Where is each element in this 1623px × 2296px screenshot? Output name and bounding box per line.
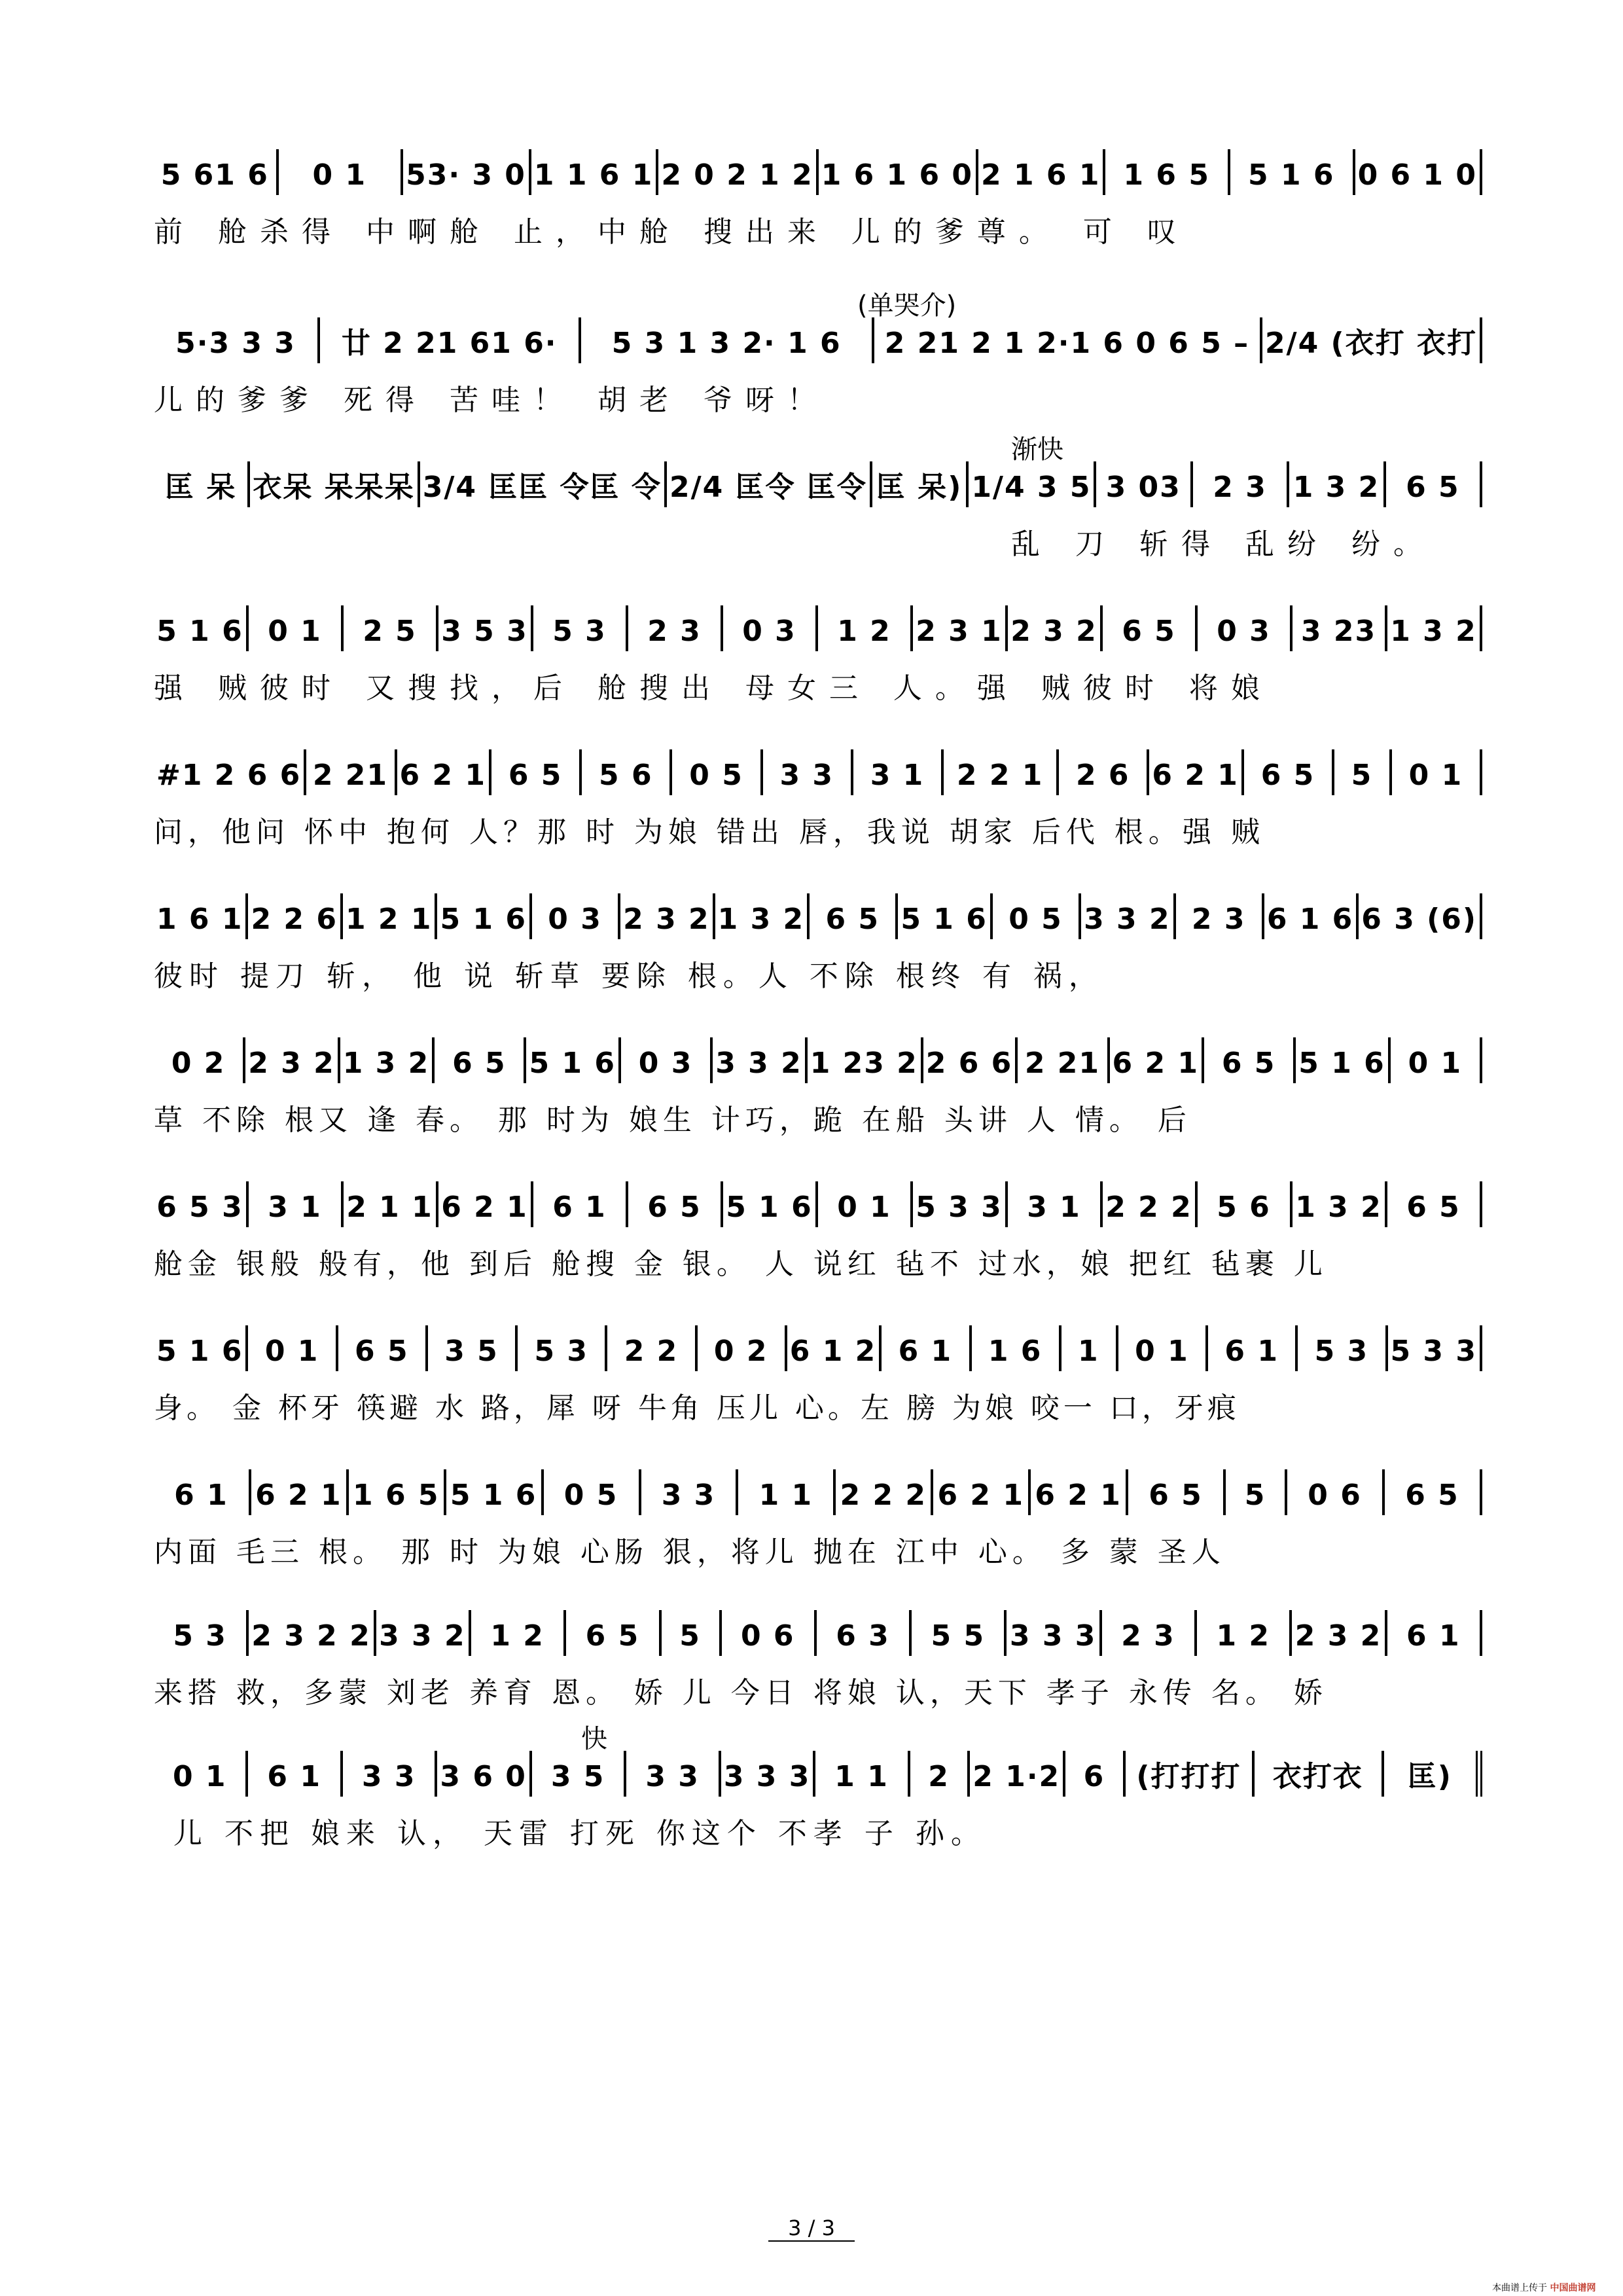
measure: 5 5 bbox=[912, 1610, 1007, 1656]
measure: 0 1 bbox=[818, 1181, 913, 1227]
measure: 5 bbox=[1334, 749, 1392, 795]
notation-row bbox=[154, 1610, 1482, 1656]
measure: 2 3 2 bbox=[620, 893, 715, 939]
measure: 6 5 bbox=[1204, 1037, 1296, 1083]
measure: 3 1 bbox=[853, 749, 944, 795]
measure: 6 1 2 bbox=[787, 1325, 882, 1371]
measure: 1 1 6 1 bbox=[531, 149, 658, 195]
measure: 2 21 bbox=[306, 749, 397, 795]
music-system-5 bbox=[154, 749, 1482, 850]
measure: 6 5 bbox=[1128, 1469, 1226, 1515]
measure: 3 3 2 bbox=[376, 1610, 471, 1656]
lyrics-line: 前 舱杀得 中啊舱 止，中舱 搜出来 儿的爹尊。 可 叹 bbox=[154, 215, 1189, 249]
lyrics-line: 儿的爹爹 死得 苦哇！ 胡老 爷呀！ bbox=[154, 384, 829, 417]
measure: 1 2 bbox=[818, 605, 913, 651]
measure: 1 3 2 bbox=[1289, 461, 1385, 507]
measure: 3 1 bbox=[249, 1181, 344, 1227]
lyrics-line: 问，他问 怀中 抱何 人？那 时 为娘 错出 唇，我说 胡家 后代 根。强 贼 bbox=[154, 816, 1265, 849]
measure: 1 6 5 bbox=[1105, 149, 1230, 195]
lyrics-line: 来搭 救，多蒙 刘老 养育 恩。 娇 儿 今日 将娘 认，天下 孝子 永传 名。 娇 bbox=[154, 1676, 1328, 1710]
measure: 2 3 2 2 bbox=[249, 1610, 376, 1656]
measure: 6 1 bbox=[533, 1181, 628, 1227]
measure: 5 3 1 3 2· 1 6 bbox=[581, 317, 874, 363]
measure: 0 2 bbox=[154, 1037, 245, 1083]
measure: 3 5 bbox=[532, 1751, 626, 1797]
measure: 3 1 bbox=[1008, 1181, 1103, 1227]
site-credit bbox=[1492, 2281, 1596, 2294]
measure: 5 1 6 bbox=[1230, 149, 1355, 195]
measure: 6 5 bbox=[1103, 605, 1198, 651]
measure: 5 bbox=[662, 1610, 722, 1656]
measure: 3 3 3 bbox=[721, 1751, 815, 1797]
music-system-1 bbox=[154, 149, 1482, 250]
measure: 3 3 3 bbox=[1007, 1610, 1101, 1656]
measure: 6 2 1 bbox=[1031, 1469, 1128, 1515]
measure: 0 5 bbox=[672, 749, 762, 795]
measure: 1 3 2 bbox=[1387, 605, 1482, 651]
measure: 2 3 2 bbox=[1008, 605, 1103, 651]
measure: 2 1 6 1 bbox=[978, 149, 1105, 195]
measure: 2 3 2 bbox=[1292, 1610, 1387, 1656]
measure: 0 1 bbox=[249, 605, 344, 651]
measure: 3 23 bbox=[1293, 605, 1387, 651]
measure: (打打打 bbox=[1126, 1751, 1255, 1797]
measure: 5 1 6 bbox=[154, 1325, 248, 1371]
measure: 6 5 3 bbox=[154, 1181, 249, 1227]
measure: 3 5 3 bbox=[438, 605, 533, 651]
measure: 6 2 1 bbox=[438, 1181, 533, 1227]
measure: 0 3 bbox=[1198, 605, 1293, 651]
measure: 6 5 bbox=[491, 749, 582, 795]
measure: 2 1 1 bbox=[344, 1181, 438, 1227]
notation-row bbox=[154, 1325, 1482, 1371]
measure: 1 2 1 bbox=[343, 893, 437, 939]
measure: 6 5 bbox=[566, 1610, 661, 1656]
measure: 2 3 bbox=[1193, 461, 1289, 507]
music-system-9 bbox=[154, 1325, 1482, 1426]
credit-brand: 中国曲谱网 bbox=[1550, 2283, 1596, 2293]
measure: 0 1 bbox=[279, 149, 404, 195]
measure: 2 2 2 bbox=[1103, 1181, 1198, 1227]
measure: 0 6 bbox=[1287, 1469, 1385, 1515]
measure: 2 3 bbox=[628, 605, 723, 651]
measure: 5 1 6 bbox=[437, 893, 531, 939]
measure: 6 5 bbox=[338, 1325, 428, 1371]
measure: 3 6 0 bbox=[437, 1751, 531, 1797]
measure: 2 0 2 1 2 bbox=[658, 149, 818, 195]
measure: 1/4 3 5 bbox=[969, 461, 1096, 507]
measure: 2 3 2 bbox=[245, 1037, 340, 1083]
measure: 2 21 bbox=[1018, 1037, 1109, 1083]
measure: 1 2 bbox=[471, 1610, 566, 1656]
measure: 0 3 bbox=[621, 1037, 713, 1083]
music-system-4 bbox=[154, 605, 1482, 706]
page-number bbox=[0, 2215, 1623, 2240]
lyrics-line: 乱 刀 斩得 乱纷 纷。 bbox=[1011, 528, 1435, 561]
notation-row bbox=[154, 893, 1482, 939]
page-number-text: 3 / 3 bbox=[768, 2215, 855, 2242]
measure: 5 6 bbox=[582, 749, 672, 795]
notation-row bbox=[154, 1181, 1482, 1227]
measure: 5 bbox=[1226, 1469, 1287, 1515]
measure: 5·3 3 3 bbox=[154, 317, 320, 363]
measure: 廿 2 21 61 6· bbox=[320, 317, 581, 363]
measure: 3 3 bbox=[626, 1751, 721, 1797]
measure: 0 1 bbox=[1118, 1325, 1208, 1371]
measure: 3 3 2 bbox=[713, 1037, 807, 1083]
measure: 匡 呆 bbox=[154, 461, 250, 507]
notation-row bbox=[154, 1751, 1482, 1797]
music-system-10 bbox=[154, 1469, 1482, 1570]
measure: 3 5 bbox=[428, 1325, 518, 1371]
measure: 1 6 5 bbox=[349, 1469, 446, 1515]
measure: 衣打衣 bbox=[1255, 1751, 1383, 1797]
measure: 1 bbox=[1061, 1325, 1118, 1371]
measure: 6 5 bbox=[1385, 1469, 1482, 1515]
measure: 2 3 bbox=[1176, 893, 1264, 939]
measure: 6 1 6 bbox=[1264, 893, 1359, 939]
measure: 6 2 1 bbox=[1110, 1037, 1204, 1083]
cry-cue-annotation: (单哭介) bbox=[857, 291, 957, 321]
lyrics-line: 身。 金 杯牙 筷避 水 路，犀 呀 牛角 压儿 心。左 膀 为娘 咬一 口，牙痕 bbox=[154, 1391, 1240, 1425]
measure: 2/4 (衣打 衣打 bbox=[1262, 317, 1482, 363]
measure: 2 3 1 bbox=[913, 605, 1008, 651]
measure: 2 5 bbox=[344, 605, 438, 651]
measure: 5 1 6 bbox=[898, 893, 992, 939]
measure: 6 5 bbox=[628, 1181, 723, 1227]
measure: #1 2 6 6 bbox=[154, 749, 306, 795]
measure: 5 1 6 bbox=[526, 1037, 620, 1083]
measure: 5 3 bbox=[1298, 1325, 1387, 1371]
notation-row bbox=[154, 1037, 1482, 1083]
measure: 6 5 bbox=[1386, 461, 1482, 507]
measure: 2 3 bbox=[1102, 1610, 1197, 1656]
notation-row bbox=[154, 605, 1482, 651]
measure: 5 1 6 bbox=[723, 1181, 818, 1227]
measure: 5 61 6 bbox=[154, 149, 279, 195]
measure: 6 5 bbox=[810, 893, 898, 939]
measure: 3 03 bbox=[1096, 461, 1192, 507]
measure: 3 3 bbox=[763, 749, 853, 795]
measure: 1 3 2 bbox=[1293, 1181, 1387, 1227]
lyrics-line: 儿 不把 娘来 认， 天雷 打死 你这个 不孝 子 孙。 bbox=[173, 1817, 986, 1850]
measure: 2 6 bbox=[1059, 749, 1149, 795]
measure: 2 21 2 1 2·1 6 0 6 5 – bbox=[874, 317, 1262, 363]
measure: 0 5 bbox=[544, 1469, 641, 1515]
measure: 5 1 6 bbox=[446, 1469, 544, 1515]
measure: 6 2 1 bbox=[397, 749, 491, 795]
measure: 53· 3 0 bbox=[403, 149, 531, 195]
measure: 0 6 1 0 bbox=[1355, 149, 1482, 195]
measure: 3 3 2 bbox=[1081, 893, 1175, 939]
measure: 2 2 6 bbox=[248, 893, 342, 939]
music-system-3 bbox=[154, 461, 1482, 562]
measure: 6 1 bbox=[1208, 1325, 1298, 1371]
measure: 1 6 1 6 0 bbox=[819, 149, 978, 195]
measure: 1 23 2 bbox=[808, 1037, 923, 1083]
measure: 1 1 bbox=[738, 1469, 836, 1515]
measure: 5 3 bbox=[154, 1610, 249, 1656]
measure: 衣呆 呆呆呆 bbox=[250, 461, 419, 507]
measure: 0 3 bbox=[723, 605, 818, 651]
measure: 3 3 bbox=[641, 1469, 739, 1515]
notation-row bbox=[154, 149, 1482, 195]
lyrics-line: 草 不除 根又 逢 春。 那 时为 娘生 计巧，跪 在船 头讲 人 情。 后 bbox=[154, 1103, 1192, 1137]
measure-final: 匡) bbox=[1384, 1751, 1482, 1797]
measure: 6 2 1 bbox=[1149, 749, 1243, 795]
measure: 0 1 bbox=[154, 1751, 248, 1797]
notation-row bbox=[154, 317, 1482, 363]
measure: 2 bbox=[910, 1751, 970, 1797]
notation-row bbox=[154, 461, 1482, 507]
music-system-2 bbox=[154, 317, 1482, 418]
measure: 5 3 bbox=[533, 605, 628, 651]
measure: 2 2 bbox=[607, 1325, 697, 1371]
measure: 5 3 3 bbox=[1388, 1325, 1482, 1371]
measure: 1 3 2 bbox=[340, 1037, 435, 1083]
measure: 6 3 (6) bbox=[1359, 893, 1482, 939]
measure: 0 3 bbox=[532, 893, 620, 939]
measure: 6 2 1 bbox=[251, 1469, 349, 1515]
measure: 6 5 bbox=[1244, 749, 1334, 795]
measure: 0 6 bbox=[722, 1610, 817, 1656]
measure: 0 1 bbox=[1392, 749, 1482, 795]
measure: 1 3 2 bbox=[715, 893, 810, 939]
measure: 5 3 bbox=[518, 1325, 607, 1371]
music-system-6 bbox=[154, 893, 1482, 994]
measure: 1 6 1 bbox=[154, 893, 248, 939]
measure: 2/4 匡令 匡令 bbox=[667, 461, 872, 507]
measure: 3/4 匡匡 令匡 令 bbox=[420, 461, 667, 507]
notation-row bbox=[154, 749, 1482, 795]
measure: 5 3 3 bbox=[913, 1181, 1008, 1227]
measure: 0 1 bbox=[1391, 1037, 1482, 1083]
measure: 6 5 bbox=[435, 1037, 526, 1083]
lyrics-line: 内面 毛三 根。 那 时 为娘 心肠 狠，将儿 抛在 江中 心。 多 蒙 圣人 bbox=[154, 1535, 1226, 1569]
measure: 0 5 bbox=[993, 893, 1081, 939]
credit-prefix: 本曲谱上传于 bbox=[1492, 2283, 1547, 2293]
measure: 2 1·2 bbox=[970, 1751, 1065, 1797]
notation-row bbox=[154, 1469, 1482, 1515]
measure: 1 6 bbox=[972, 1325, 1061, 1371]
measure: 5 1 6 bbox=[154, 605, 249, 651]
measure: 6 2 1 bbox=[933, 1469, 1031, 1515]
measure: 6 1 bbox=[1387, 1610, 1482, 1656]
measure: 3 3 bbox=[343, 1751, 437, 1797]
measure: 6 1 bbox=[154, 1469, 251, 1515]
music-system-12 bbox=[154, 1751, 1482, 1852]
measure: 1 1 bbox=[815, 1751, 910, 1797]
measure: 1 2 bbox=[1197, 1610, 1292, 1656]
measure: 5 6 bbox=[1198, 1181, 1293, 1227]
measure: 匡 呆) bbox=[872, 461, 969, 507]
tempo-annotation: 渐快 bbox=[1011, 435, 1063, 465]
fast-annotation: 快 bbox=[581, 1724, 607, 1754]
measure: 6 1 bbox=[882, 1325, 971, 1371]
lyrics-line: 强 贼彼时 又搜找，后 舱搜出 母女三 人。强 贼彼时 将娘 bbox=[154, 672, 1273, 705]
measure: 0 2 bbox=[698, 1325, 787, 1371]
music-system-7 bbox=[154, 1037, 1482, 1138]
measure: 2 2 1 bbox=[944, 749, 1059, 795]
measure: 6 1 bbox=[248, 1751, 342, 1797]
measure: 0 1 bbox=[248, 1325, 338, 1371]
lyrics-line: 舱金 银般 般有，他 到后 舱搜 金 银。 人 说红 毡不 过水，娘 把红 毡裹 儿 bbox=[154, 1247, 1328, 1281]
music-system-8 bbox=[154, 1181, 1482, 1282]
measure: 6 5 bbox=[1387, 1181, 1482, 1227]
measure: 6 bbox=[1065, 1751, 1125, 1797]
music-system-11 bbox=[154, 1610, 1482, 1711]
measure: 2 6 6 bbox=[923, 1037, 1018, 1083]
measure: 5 1 6 bbox=[1296, 1037, 1390, 1083]
lyrics-line: 彼时 提刀 斩， 他 说 斩草 要除 根。人 不除 根终 有 祸， bbox=[154, 960, 1104, 993]
measure: 2 2 2 bbox=[836, 1469, 933, 1515]
measure: 6 3 bbox=[817, 1610, 912, 1656]
